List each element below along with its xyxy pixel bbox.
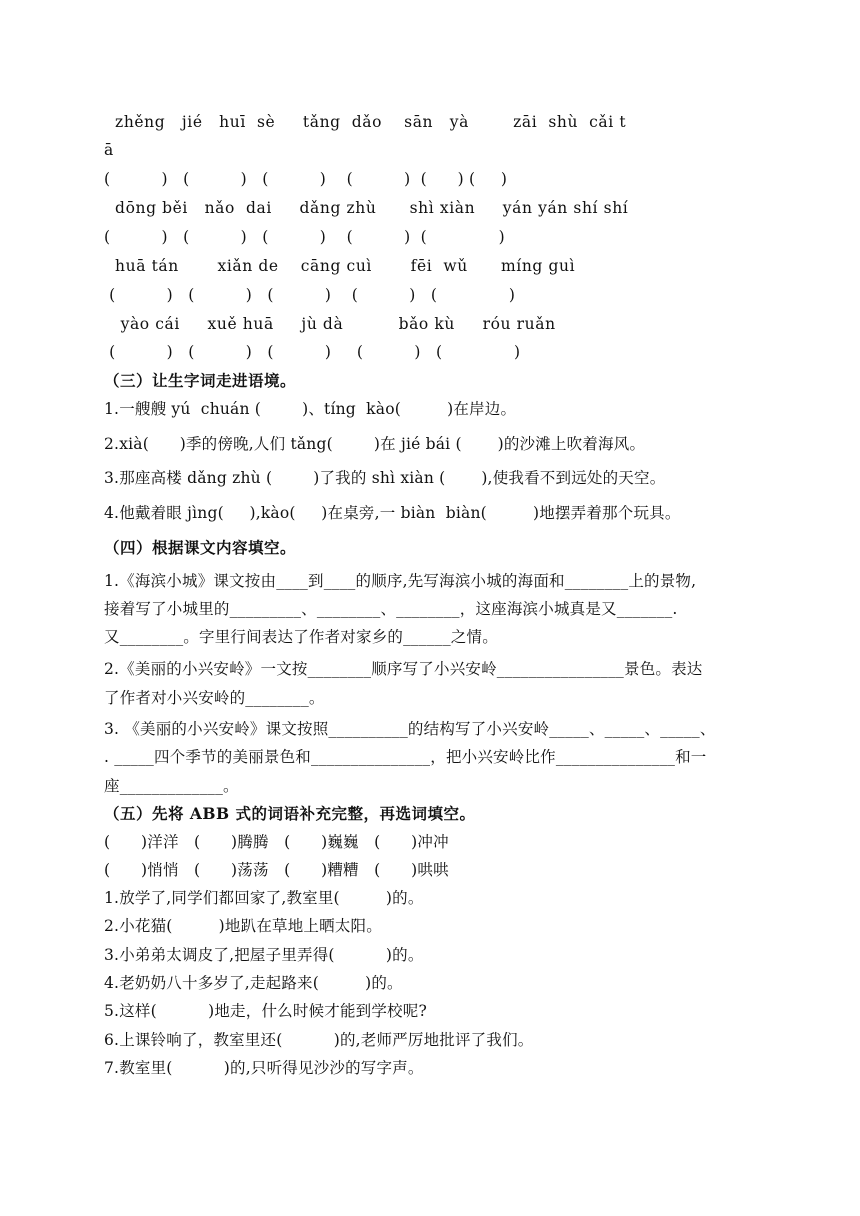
abb-words-row-2[interactable]: ( )悄悄 ( )荡荡 ( )糟糟 ( )哄哄 <box>104 861 449 879</box>
answer-parens-row-1[interactable]: ( ) ( ) ( ) ( ) ( ) ( ) <box>104 170 508 188</box>
fill-sentence-6: 6.上课铃响了，教室里还( )的,老师严厉地批评了我们。 <box>104 1031 534 1049</box>
abb-words-row-1[interactable]: ( )洋洋 ( )腾腾 ( )巍巍 ( )冲冲 <box>104 833 449 851</box>
answer-parens-row-2[interactable]: ( ) ( ) ( ) ( ) ( ) <box>104 228 505 246</box>
section-4-line-1: 1.《海滨小城》课文按由____到____的顺序,先写海滨小城的海面和________上的景物, <box>104 572 697 590</box>
pinyin-row-1: zhěng jié huī sè tǎng dǎo sān yà zāi shù cǎi t <box>104 113 627 131</box>
answer-parens-row-3[interactable]: ( ) ( ) ( ) ( ) ( ) <box>104 286 516 304</box>
pinyin-row-4: yào cái xuě huā jù dà bǎo kù róu ruǎn <box>104 315 556 333</box>
section-5-heading: （五）先将 ABB 式的词语补充完整，再选词填空。 <box>104 804 476 823</box>
section-3-question-2: 2.xià( )季的傍晚,人们 tǎng( )在 jié bái ( )的沙滩上吹着海风。 <box>104 435 646 453</box>
section-4-line-2: 接着写了小城里的_________、________、________，这座海滨小城真是又_______. <box>104 600 678 618</box>
fill-sentence-7: 7.教室里( )的,只听得见沙沙的写字声。 <box>104 1059 424 1077</box>
fill-sentence-2: 2.小花猫( )地趴在草地上晒太阳。 <box>104 917 382 935</box>
section-4-line-7: . _____四个季节的美丽景色和_______________，把小兴安岭比作_______________和一 <box>104 748 707 766</box>
section-3-question-1: 1.一艘艘 yú chuán ( )、tíng kào( )在岸边。 <box>104 400 517 418</box>
fill-sentence-4: 4.老奶奶八十多岁了,走起路来( )的。 <box>104 974 403 992</box>
fill-sentence-3: 3.小弟弟太调皮了,把屋子里弄得( )的。 <box>104 946 424 964</box>
pinyin-row-2: dōng běi nǎo dai dǎng zhù shì xiàn yán yán shí shí <box>104 199 629 217</box>
pinyin-row-3: huā tán xiǎn de cāng cuì fēi wǔ míng guì <box>104 257 576 275</box>
section-3-question-4: 4.他戴着眼 jìng( ),kào( )在桌旁,一 biàn biàn( )地摆弄着那个玩具。 <box>104 504 681 522</box>
pinyin-row-1-wrap: ā <box>104 141 114 159</box>
section-4-line-6: 3. 《美丽的小兴安岭》课文按照__________的结构写了小兴安岭_____、_____、_____、 <box>104 720 716 738</box>
section-4-line-4: 2.《美丽的小兴安岭》一文按________顺序写了小兴安岭________________景色。表达 <box>104 660 703 678</box>
section-4-line-3: 又________。字里行间表达了作者对家乡的______之情。 <box>104 628 498 646</box>
section-4-line-8: 座_____________。 <box>104 777 239 795</box>
section-4-line-5: 了作者对小兴安岭的________。 <box>104 689 325 707</box>
section-4-heading: （四）根据课文内容填空。 <box>104 538 297 557</box>
fill-sentence-1: 1.放学了,同学们都回家了,教室里( )的。 <box>104 889 424 907</box>
fill-sentence-5: 5.这样( )地走，什么时候才能到学校呢? <box>104 1002 427 1020</box>
section-3-question-3: 3.那座高楼 dǎng zhù ( )了我的 shì xiàn ( ),使我看不到远处的天空。 <box>104 469 666 487</box>
section-3-heading: （三）让生字词走进语境。 <box>104 371 297 390</box>
answer-parens-row-4[interactable]: ( ) ( ) ( ) ( ) ( ) <box>104 343 521 361</box>
